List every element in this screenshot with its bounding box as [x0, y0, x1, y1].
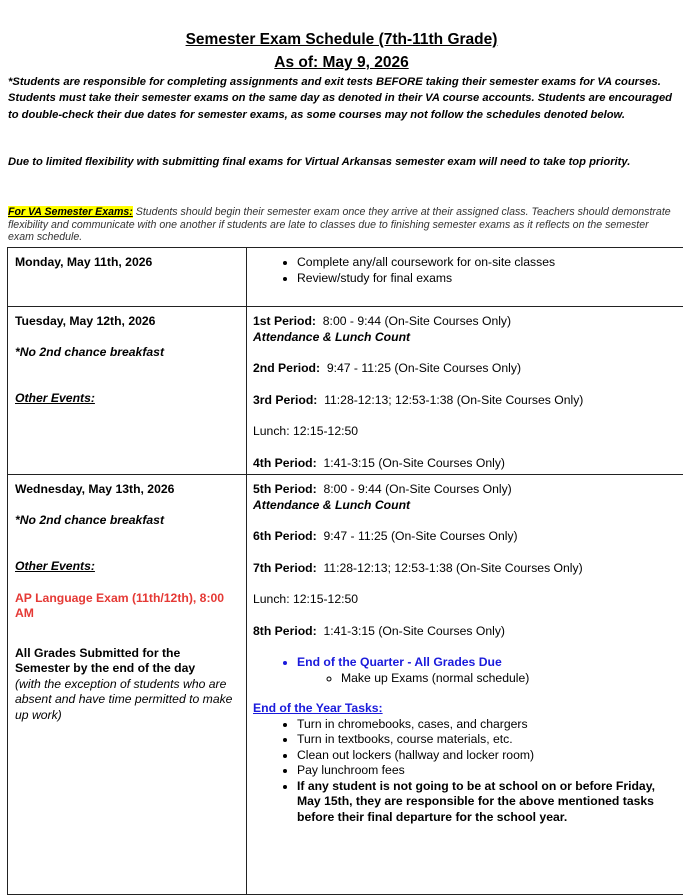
- period-4: [253, 456, 678, 472]
- period-5-time: 8:00 - 9:44 (On-Site Courses Only): [323, 482, 511, 496]
- ap-language-exam: AP Language Exam (11th/12th), 8:00 AM: [15, 591, 225, 622]
- period-2-label: 2nd Period:: [253, 361, 320, 375]
- period-7-time: 11:28-12:13; 12:53-1:38 (On-Site Courses Only): [323, 561, 582, 575]
- attendance-lunch-count: Attendance & Lunch Count: [253, 498, 678, 514]
- period-2: [253, 361, 678, 377]
- tuesday-periods-cell: [247, 307, 683, 475]
- period-3-time: 11:28-12:13; 12:53-1:38 (On-Site Courses Only): [324, 393, 583, 407]
- list-item: • Turn in textbooks, course materials, etc.: [297, 732, 678, 748]
- table-row-wednesday: [8, 475, 683, 895]
- period-3-label: 3rd Period:: [253, 393, 317, 407]
- period-7: [253, 561, 678, 577]
- wednesday-breakfast-note: *No 2nd chance breakfast: [15, 513, 240, 529]
- period-1: [253, 314, 678, 330]
- period-5-label: 5th Period:: [253, 482, 317, 496]
- period-1-label: 1st Period:: [253, 314, 316, 328]
- list-item: • Complete any/all coursework for on-site classes: [297, 255, 678, 271]
- wednesday-date: Wednesday, May 13th, 2026: [15, 482, 240, 498]
- period-6-label: 6th Period:: [253, 529, 317, 543]
- table-row-tuesday: [8, 307, 683, 475]
- table-row-monday: [8, 248, 683, 307]
- schedule-table: [7, 247, 683, 895]
- va-exam-note: [8, 206, 674, 246]
- quarter-end-list: [253, 655, 678, 671]
- tuesday-breakfast-note: *No 2nd chance breakfast: [15, 345, 240, 361]
- grades-submitted-title: All Grades Submitted for the Semester by the end of the day: [15, 646, 237, 677]
- va-exam-text: Students should begin their semester exam once they arrive at their assigned class. Teachers should demonstrate flexibility and communicate with one another if students are late to classes due to finishing semester exams as it reflects on the semester exam schedule.: [8, 206, 671, 243]
- attendance-lunch-count: Attendance & Lunch Count: [253, 330, 678, 346]
- period-8-time: 1:41-3:15 (On-Site Courses Only): [323, 624, 505, 638]
- quarter-end-item: • End of the Quarter - All Grades Due: [297, 655, 678, 671]
- list-item: • Pay lunchroom fees: [297, 763, 678, 779]
- intro-responsibility-note: *Students are responsible for completing assignments and exit tests BEFORE taking their semester exams for VA courses. Students must take their semester exams on the same day as denoted in their VA course accounts. Students are encouraged to double-check their due dates for semester exams, as some courses may not follow the schedules denoted below.: [8, 74, 674, 123]
- wednesday-other-events-label: Other Events:: [15, 559, 240, 575]
- list-item: • Review/study for final exams: [297, 271, 678, 287]
- limited-flexibility-note: Due to limited flexibility with submitting final exams for Virtual Arkansas semester exam will need to take top priority.: [8, 154, 674, 170]
- period-8: [253, 624, 678, 640]
- period-5: [253, 482, 678, 498]
- monday-date-cell: [8, 248, 247, 307]
- tuesday-info-cell: [8, 307, 247, 475]
- as-of-date: As of: May 9, 2026: [0, 54, 683, 72]
- list-item: • Clean out lockers (hallway and locker room): [297, 748, 678, 764]
- end-of-year-task-list: [253, 717, 678, 826]
- page-title: Semester Exam Schedule (7th-11th Grade): [0, 31, 683, 49]
- period-4-label: 4th Period:: [253, 456, 317, 470]
- period-4-time: 1:41-3:15 (On-Site Courses Only): [323, 456, 505, 470]
- makeup-exams-item: ◦ Make up Exams (normal schedule): [341, 671, 678, 687]
- wednesday-info-cell: [8, 475, 247, 895]
- grades-submitted-note: (with the exception of students who are absent and have time permitted to make up work): [15, 677, 237, 724]
- monday-tasks-cell: [247, 248, 683, 307]
- period-2-time: 9:47 - 11:25 (On-Site Courses Only): [327, 361, 521, 375]
- tuesday-other-events-label: Other Events:: [15, 391, 240, 407]
- end-of-year-tasks-title: End of the Year Tasks:: [253, 701, 678, 717]
- period-8-label: 8th Period:: [253, 624, 317, 638]
- va-exam-label: For VA Semester Exams:: [8, 206, 133, 218]
- lunch-time: Lunch: 12:15-12:50: [253, 424, 678, 440]
- period-1-time: 8:00 - 9:44 (On-Site Courses Only): [323, 314, 511, 328]
- period-6: [253, 529, 678, 545]
- monday-task-list: [253, 255, 678, 286]
- makeup-list: [253, 671, 678, 687]
- period-7-label: 7th Period:: [253, 561, 317, 575]
- lunch-time: Lunch: 12:15-12:50: [253, 592, 678, 608]
- period-6-time: 9:47 - 11:25 (On-Site Courses Only): [323, 529, 517, 543]
- tuesday-date: Tuesday, May 12th, 2026: [15, 314, 240, 330]
- list-item: • Turn in chromebooks, cases, and chargers: [297, 717, 678, 733]
- wednesday-periods-cell: [247, 475, 683, 895]
- final-task-item: • If any student is not going to be at school on or before Friday, May 15th, they are responsible for the above mentioned tasks before their final departure for the school year.: [297, 779, 678, 826]
- monday-date: Monday, May 11th, 2026: [15, 255, 240, 271]
- period-3: [253, 393, 678, 409]
